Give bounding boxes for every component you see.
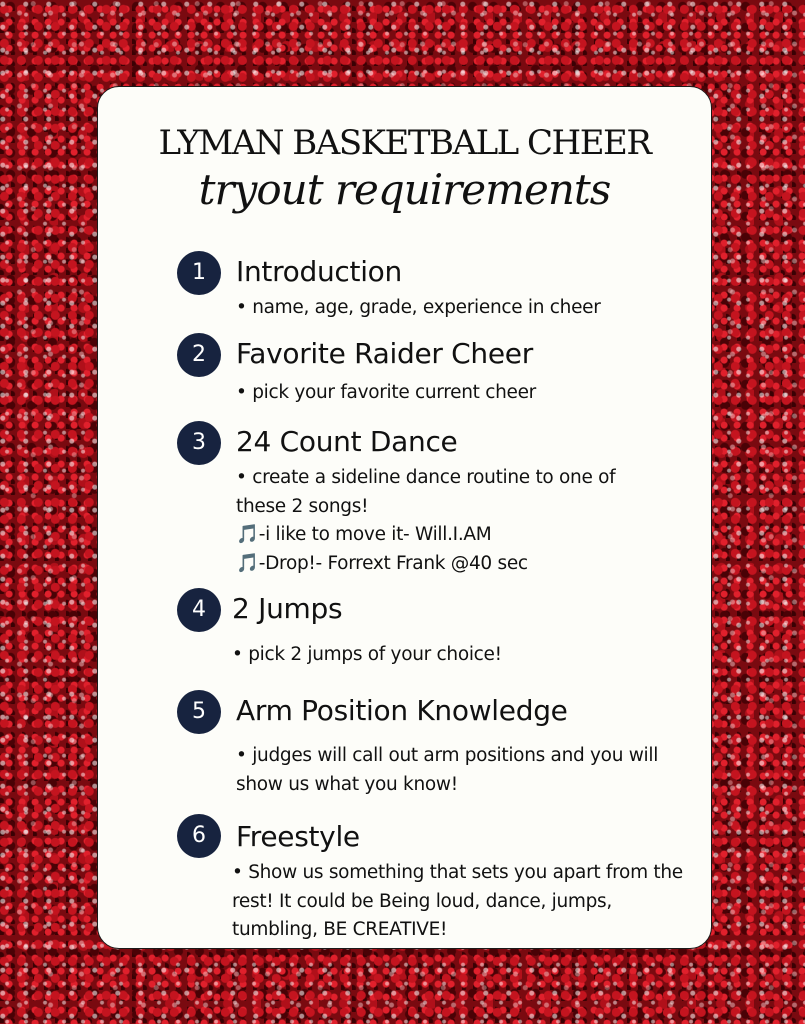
item-2-heading: Favorite Raider Cheer [236, 337, 533, 370]
item-4-line: • pick 2 jumps of your choice! [232, 644, 502, 665]
item-6-number-badge: 6 [177, 814, 221, 858]
item-6-line: • Show us something that sets you apart from the [232, 862, 683, 883]
requirements-card [97, 86, 712, 949]
item-5-description [236, 742, 658, 799]
item-3-line: 🎵-Drop!- Forrext Frank @40 sec [236, 552, 528, 574]
item-4-heading: 2 Jumps [232, 592, 343, 625]
item-6-line: rest! It could be Being loud, dance, jumps, [232, 890, 612, 912]
item-3-line: • create a sideline dance routine to one of [236, 467, 616, 488]
item-5-heading: Arm Position Knowledge [236, 694, 568, 727]
item-2-description [236, 379, 536, 408]
item-5-line: • judges will call out arm positions and you will [236, 745, 659, 766]
item-6-description [232, 859, 683, 945]
item-4-description [232, 641, 502, 670]
item-3-description [236, 464, 615, 578]
item-3-line: these 2 songs! [236, 495, 369, 517]
item-3-number-badge: 3 [177, 421, 221, 465]
item-3-line: 🎵-i like to move it- Will.I.AM [236, 524, 492, 545]
item-1-line: • name, age, grade, experience in cheer [236, 297, 601, 318]
item-5-number-badge: 5 [177, 690, 221, 734]
item-6-heading: Freestyle [236, 820, 360, 853]
title-line-2: tryout requirements [198, 165, 611, 214]
item-4-number-badge: 4 [177, 588, 221, 632]
item-2-number-badge: 2 [177, 333, 221, 377]
item-3-heading: 24 Count Dance [236, 425, 458, 458]
item-2-line: • pick your favorite current cheer [236, 382, 536, 403]
item-1-description [236, 294, 601, 323]
item-6-line: tumbling, BE CREATIVE! [232, 919, 448, 940]
title-line-1: LYMAN BASKETBALL CHEER [158, 123, 651, 163]
item-5-line: show us what you know! [236, 773, 458, 795]
item-1-number-badge: 1 [177, 251, 221, 295]
item-1-heading: Introduction [236, 255, 402, 288]
